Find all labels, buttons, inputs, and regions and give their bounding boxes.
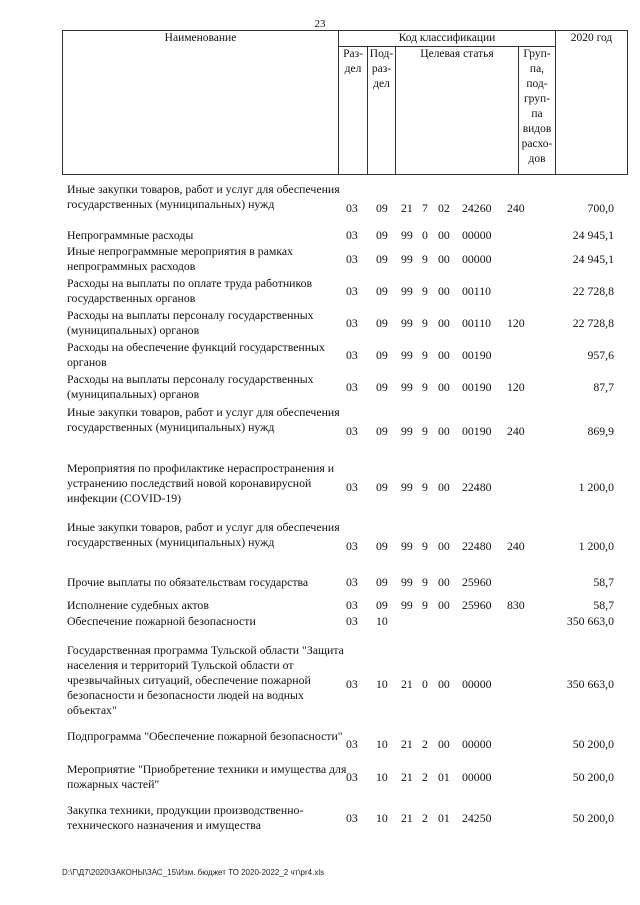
row-section: 03: [346, 598, 358, 612]
row-target-program: 21: [401, 677, 413, 691]
table-row: [0, 340, 640, 370]
row-name: Исполнение судебных актов: [67, 598, 209, 612]
row-subsection: 10: [376, 736, 388, 751]
row-name: Иные закупки товаров, работ и услуг для обеспечения государственных (муниципальных) нужд: [67, 182, 340, 211]
row-target-direction: 00190: [462, 424, 492, 438]
row-amount: 700,0: [587, 201, 614, 215]
table-row: [0, 803, 640, 833]
row-subsection: 09: [376, 228, 388, 242]
row-target-program: 99: [401, 480, 413, 494]
row-target-event: 01: [438, 769, 450, 784]
row-subsection: 09: [376, 315, 388, 330]
row-target-event: 00: [438, 379, 450, 394]
table-row: [0, 520, 640, 565]
row-target-event: 02: [438, 201, 450, 215]
row-target-direction: 00190: [462, 347, 492, 362]
row-target-program: 99: [401, 539, 413, 553]
row-section: 03: [346, 677, 358, 691]
row-subsection: 09: [376, 480, 388, 494]
row-section: 03: [346, 201, 358, 215]
row-target-subprogram: 2: [422, 810, 428, 825]
row-target-direction: 00000: [462, 736, 492, 751]
row-target-program: 99: [401, 228, 413, 242]
row-section: 03: [346, 347, 358, 362]
row-target-direction: 00000: [462, 228, 492, 242]
row-section: 03: [346, 769, 358, 784]
row-subsection: 09: [376, 347, 388, 362]
row-target-program: 99: [401, 379, 413, 394]
row-target-subprogram: 2: [422, 736, 428, 751]
table-row: [0, 762, 640, 792]
table-row: [0, 308, 640, 338]
row-subsection: 09: [376, 379, 388, 394]
row-section: 03: [346, 251, 358, 266]
row-target-subprogram: 9: [422, 424, 428, 438]
row-section: 03: [346, 283, 358, 298]
row-target-subprogram: 2: [422, 769, 428, 784]
row-target-event: 00: [438, 677, 450, 691]
row-subsection: 10: [376, 677, 388, 691]
page-number: 23: [314, 18, 326, 30]
row-amount: 24 945,1: [572, 251, 614, 266]
row-name: Расходы на выплаты персоналу государственных (муниципальных) органов: [67, 308, 314, 337]
row-name: Закупка техники, продукции производственно-технического назначения и имущества: [67, 803, 304, 832]
row-name: Расходы на выплаты по оплате труда работников государственных органов: [67, 276, 313, 305]
row-target-program: 99: [401, 598, 413, 612]
header-subsection: Под- раз- дел: [368, 47, 396, 175]
row-target-subprogram: 9: [422, 251, 428, 266]
row-group: 120: [507, 315, 525, 330]
row-target-program: 99: [401, 347, 413, 362]
row-amount: 50 200,0: [572, 736, 614, 751]
table-row: [0, 405, 640, 450]
row-name: Иные закупки товаров, работ и услуг для обеспечения государственных (муниципальных) нужд: [67, 405, 340, 434]
row-target-event: 00: [438, 283, 450, 298]
row-target-subprogram: 9: [422, 347, 428, 362]
row-section: 03: [346, 810, 358, 825]
row-target-program: 21: [401, 769, 413, 784]
row-amount: 957,6: [587, 347, 614, 362]
row-target-direction: 00000: [462, 251, 492, 266]
row-amount: 22 728,8: [572, 283, 614, 298]
row-name: Прочие выплаты по обязательствам государства: [67, 575, 309, 589]
row-target-event: 00: [438, 575, 450, 589]
table-row: [0, 575, 640, 590]
row-amount: 58,7: [593, 598, 614, 612]
table-header: [62, 30, 628, 175]
row-subsection: 09: [376, 283, 388, 298]
header-code-classification: Код классификации: [339, 31, 556, 47]
row-target-program: 99: [401, 315, 413, 330]
row-amount: 50 200,0: [572, 810, 614, 825]
header-target: Целевая статья: [396, 47, 519, 175]
row-group: 240: [507, 539, 525, 553]
row-target-direction: 24250: [462, 810, 492, 825]
row-target-program: 99: [401, 575, 413, 589]
row-name: Непрограммные расходы: [67, 228, 194, 242]
row-section: 03: [346, 480, 358, 494]
table-row: [0, 182, 640, 227]
header-group: Груп- па, под- груп- па видов расхо- дов: [519, 47, 556, 175]
table-row: [0, 643, 640, 718]
row-target-program: 21: [401, 810, 413, 825]
row-target-direction: 00110: [462, 283, 492, 298]
table-row: [0, 614, 640, 629]
row-section: 03: [346, 614, 358, 628]
row-target-subprogram: 7: [422, 201, 428, 215]
row-amount: 350 663,0: [566, 677, 614, 691]
row-section: 03: [346, 539, 358, 553]
row-name: Государственная программа Тульской области "Защита населения и территорий Тульской области от чрезвычайных ситуаций, обеспечение пожарной безопасности и безопасности людей на водных объектах": [67, 643, 344, 717]
row-target-event: 00: [438, 315, 450, 330]
row-amount: 24 945,1: [572, 228, 614, 242]
row-target-subprogram: 9: [422, 480, 428, 494]
row-section: 03: [346, 315, 358, 330]
row-target-subprogram: 9: [422, 539, 428, 553]
row-target-program: 21: [401, 201, 413, 215]
row-subsection: 09: [376, 598, 388, 612]
row-target-event: 00: [438, 251, 450, 266]
row-amount: 50 200,0: [572, 769, 614, 784]
row-name: Мероприятие "Приобретение техники и имущества для пожарных частей": [67, 762, 347, 791]
row-target-event: 00: [438, 539, 450, 553]
row-target-direction: 25960: [462, 575, 492, 589]
row-section: 03: [346, 575, 358, 589]
row-subsection: 10: [376, 769, 388, 784]
table-row: [0, 598, 640, 613]
row-subsection: 09: [376, 575, 388, 589]
row-group: 240: [507, 201, 525, 215]
row-name: Подпрограмма "Обеспечение пожарной безопасности": [67, 729, 343, 743]
table-row: [0, 372, 640, 402]
table-row: [0, 461, 640, 506]
row-subsection: 09: [376, 424, 388, 438]
row-target-event: 00: [438, 347, 450, 362]
table-row: [0, 228, 640, 243]
row-target-subprogram: 9: [422, 379, 428, 394]
row-target-program: 99: [401, 283, 413, 298]
row-target-program: 99: [401, 424, 413, 438]
row-name: Расходы на выплаты персоналу государственных (муниципальных) органов: [67, 372, 314, 401]
row-target-event: 00: [438, 228, 450, 242]
table-row: [0, 244, 640, 274]
row-subsection: 09: [376, 201, 388, 215]
row-name: Расходы на обеспечение функций государственных органов: [67, 340, 325, 369]
row-target-subprogram: 9: [422, 315, 428, 330]
row-target-subprogram: 9: [422, 283, 428, 298]
header-year: 2020 год: [556, 31, 628, 175]
row-group: 240: [507, 424, 525, 438]
row-target-event: 01: [438, 810, 450, 825]
row-name: Иные закупки товаров, работ и услуг для обеспечения государственных (муниципальных) нужд: [67, 520, 340, 549]
row-target-direction: 22480: [462, 539, 492, 553]
row-target-event: 00: [438, 736, 450, 751]
row-subsection: 10: [376, 614, 388, 628]
row-name: Мероприятия по профилактике нераспространения и устранению последствий новой коронавирусной инфекции (COVID-19): [67, 461, 335, 505]
row-target-event: 00: [438, 598, 450, 612]
row-target-subprogram: 0: [422, 677, 428, 691]
row-target-program: 99: [401, 251, 413, 266]
row-target-direction: 00000: [462, 677, 492, 691]
row-target-subprogram: 9: [422, 598, 428, 612]
row-subsection: 09: [376, 539, 388, 553]
row-target-event: 00: [438, 480, 450, 494]
row-amount: 1 200,0: [578, 480, 614, 494]
row-section: 03: [346, 379, 358, 394]
file-path-footer: D:\Г\Д7\2020\ЗАКОНЫ\ЗАС_15\Изм. бюджет ТО 2020-2022_2 чт\pr4.xls: [62, 868, 325, 877]
row-target-event: 00: [438, 424, 450, 438]
row-amount: 87,7: [593, 379, 614, 394]
header-section: Раз- дел: [339, 47, 368, 175]
row-target-direction: 00190: [462, 379, 492, 394]
row-target-direction: 00000: [462, 769, 492, 784]
row-group: 120: [507, 379, 525, 394]
header-name: Наименование: [63, 31, 339, 175]
row-target-direction: 24260: [462, 201, 492, 215]
row-amount: 58,7: [593, 575, 614, 589]
row-amount: 22 728,8: [572, 315, 614, 330]
row-subsection: 10: [376, 810, 388, 825]
row-section: 03: [346, 424, 358, 438]
table-row: [0, 276, 640, 306]
row-target-program: 21: [401, 736, 413, 751]
row-section: 03: [346, 736, 358, 751]
row-section: 03: [346, 228, 358, 242]
row-target-subprogram: 0: [422, 228, 428, 242]
row-group: 830: [507, 598, 525, 612]
row-target-subprogram: 9: [422, 575, 428, 589]
row-name: Обеспечение пожарной безопасности: [67, 614, 256, 628]
row-name: Иные непрограммные мероприятия в рамках непрограммных расходов: [67, 244, 294, 273]
table-row: [0, 729, 640, 759]
row-target-direction: 25960: [462, 598, 492, 612]
row-target-direction: 00110: [462, 315, 492, 330]
row-subsection: 09: [376, 251, 388, 266]
row-target-direction: 22480: [462, 480, 492, 494]
row-amount: 869,9: [587, 424, 614, 438]
row-amount: 350 663,0: [566, 614, 614, 628]
row-amount: 1 200,0: [578, 539, 614, 553]
